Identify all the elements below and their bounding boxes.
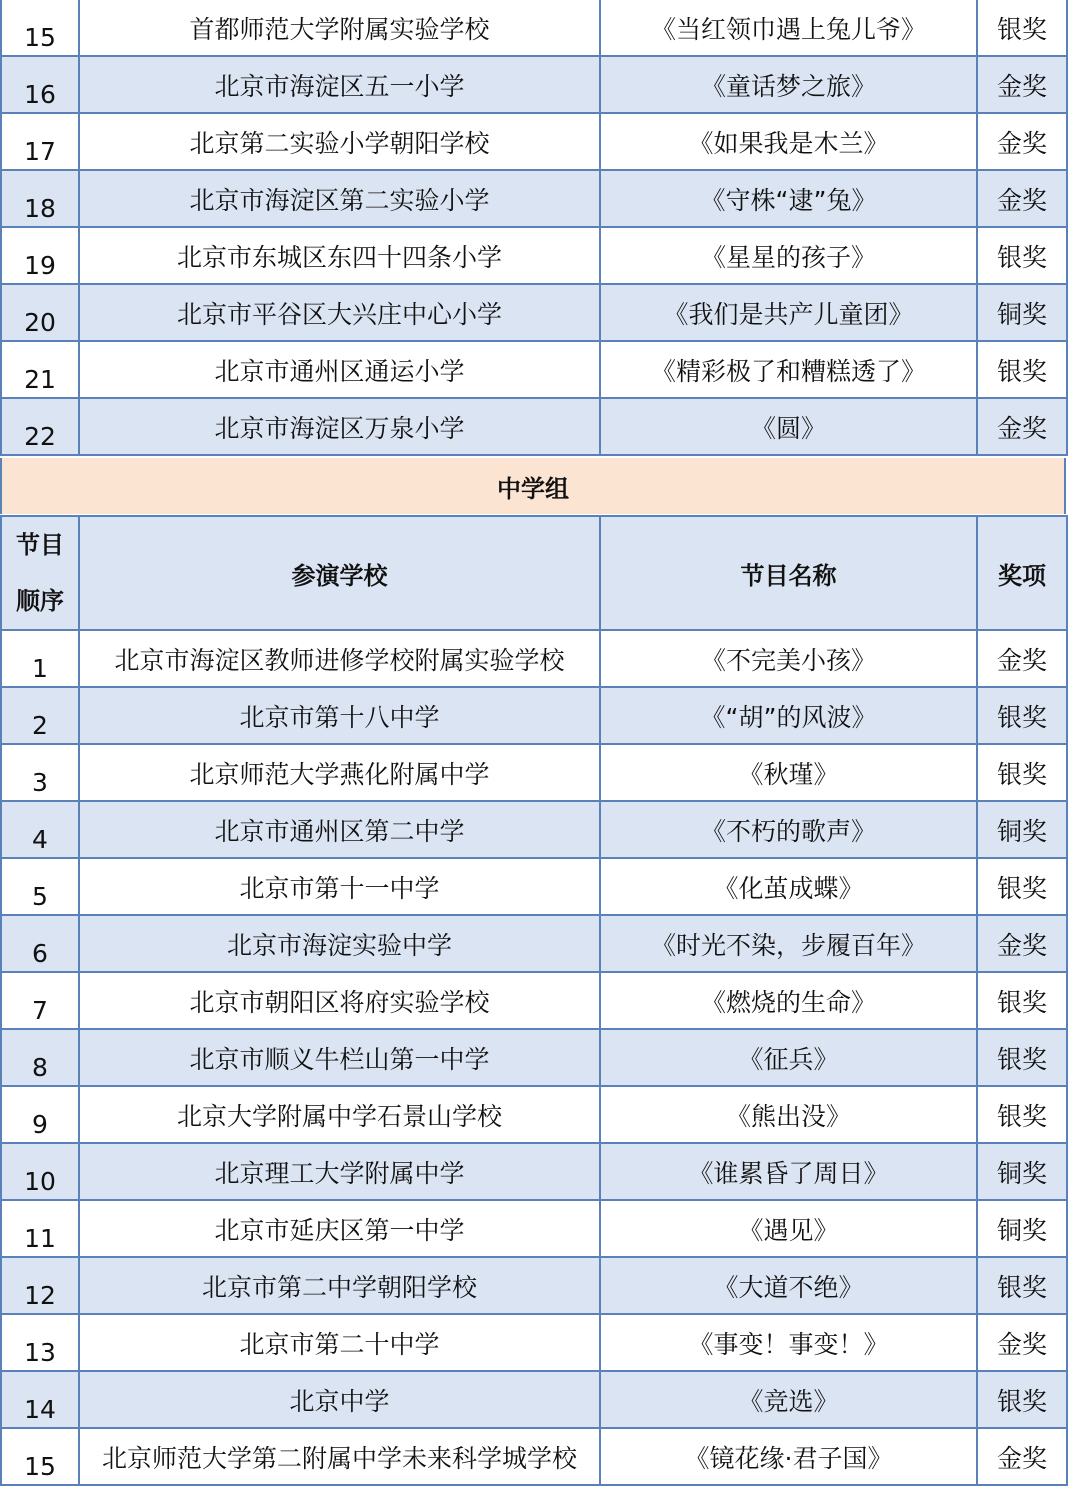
program-number-cell: 10 [1, 1143, 79, 1200]
school-name-cell: 北京大学附属中学石景山学校 [79, 1086, 600, 1143]
award-cell: 银奖 [977, 687, 1067, 744]
program-number-cell: 15 [1, 0, 79, 56]
award-cell: 金奖 [977, 398, 1067, 455]
school-name-cell: 北京市第十八中学 [79, 687, 600, 744]
award-cell: 金奖 [977, 1314, 1067, 1371]
table-row [1, 1086, 1067, 1143]
award-cell: 银奖 [977, 972, 1067, 1029]
program-number-cell: 14 [1, 1371, 79, 1428]
middle-school-group-table [0, 515, 1068, 1486]
program-number-cell: 2 [1, 687, 79, 744]
school-name-cell: 北京市朝阳区将府实验学校 [79, 972, 600, 1029]
table-row [1, 113, 1067, 170]
school-name-cell: 北京市通州区第二中学 [79, 801, 600, 858]
table-row [1, 915, 1067, 972]
school-name-cell: 北京市海淀区万泉小学 [79, 398, 600, 455]
award-cell: 铜奖 [977, 1200, 1067, 1257]
program-title-cell: 《不朽的歌声》 [600, 801, 977, 858]
program-number-cell: 15 [1, 1428, 79, 1485]
program-title-cell: 《谁累昏了周日》 [600, 1143, 977, 1200]
school-name-cell: 北京市海淀实验中学 [79, 915, 600, 972]
award-cell: 银奖 [977, 1086, 1067, 1143]
table-row [1, 1314, 1067, 1371]
program-title-cell: 《化茧成蝶》 [600, 858, 977, 915]
program-number-cell: 4 [1, 801, 79, 858]
school-name-cell: 北京市通州区通运小学 [79, 341, 600, 398]
program-title-cell: 《圆》 [600, 398, 977, 455]
program-title-cell: 《不完美小孩》 [600, 630, 977, 687]
program-title-cell: 《熊出没》 [600, 1086, 977, 1143]
table-row [1, 1428, 1067, 1485]
program-number-cell: 16 [1, 56, 79, 113]
award-cell: 银奖 [977, 1257, 1067, 1314]
program-title-cell: 《守株“逮”兔》 [600, 170, 977, 227]
program-number-cell: 19 [1, 227, 79, 284]
school-name-cell: 北京市第二十中学 [79, 1314, 600, 1371]
program-title-cell: 《星星的孩子》 [600, 227, 977, 284]
header-program-name: 节目名称 [600, 516, 977, 630]
school-name-cell: 北京师范大学燕化附属中学 [79, 744, 600, 801]
school-name-cell: 北京市海淀区第二实验小学 [79, 170, 600, 227]
program-title-cell: 《秋瑾》 [600, 744, 977, 801]
table-row [1, 1371, 1067, 1428]
header-row [1, 516, 1067, 630]
header-award: 奖项 [977, 516, 1067, 630]
program-title-cell: 《精彩极了和糟糕透了》 [600, 341, 977, 398]
header-school: 参演学校 [79, 516, 600, 630]
table-row [1, 630, 1067, 687]
table-row [1, 1200, 1067, 1257]
award-cell: 铜奖 [977, 1143, 1067, 1200]
program-number-cell: 6 [1, 915, 79, 972]
award-cell: 金奖 [977, 915, 1067, 972]
award-cell: 铜奖 [977, 801, 1067, 858]
table-row [1, 1029, 1067, 1086]
school-name-cell: 北京市第二中学朝阳学校 [79, 1257, 600, 1314]
program-title-cell: 《“胡”的风波》 [600, 687, 977, 744]
program-title-cell: 《竞选》 [600, 1371, 977, 1428]
header-program-order [1, 516, 79, 630]
award-cell: 金奖 [977, 56, 1067, 113]
primary-group-rows [1, 0, 1067, 455]
program-number-cell: 17 [1, 113, 79, 170]
program-title-cell: 《遇见》 [600, 1200, 977, 1257]
table-row [1, 341, 1067, 398]
program-title-cell: 《我们是共产儿童团》 [600, 284, 977, 341]
award-cell: 金奖 [977, 170, 1067, 227]
program-title-cell: 《征兵》 [600, 1029, 977, 1086]
header-order-line-2: 顺序 [16, 587, 64, 615]
program-number-cell: 5 [1, 858, 79, 915]
school-name-cell: 北京市平谷区大兴庄中心小学 [79, 284, 600, 341]
program-title-cell: 《如果我是木兰》 [600, 113, 977, 170]
award-cell: 金奖 [977, 113, 1067, 170]
table-row [1, 744, 1067, 801]
school-name-cell: 北京中学 [79, 1371, 600, 1428]
program-number-cell: 9 [1, 1086, 79, 1143]
program-number-cell: 3 [1, 744, 79, 801]
school-name-cell: 北京市东城区东四十四条小学 [79, 227, 600, 284]
program-number-cell: 20 [1, 284, 79, 341]
header-order-line-1: 节目 [16, 531, 64, 559]
school-name-cell: 北京市海淀区五一小学 [79, 56, 600, 113]
school-name-cell: 北京师范大学第二附属中学未来科学城学校 [79, 1428, 600, 1485]
table-row [1, 0, 1067, 56]
school-name-cell: 北京市顺义牛栏山第一中学 [79, 1029, 600, 1086]
award-cell: 银奖 [977, 744, 1067, 801]
program-number-cell: 21 [1, 341, 79, 398]
primary-group-table [0, 0, 1068, 456]
table-row [1, 972, 1067, 1029]
table-row [1, 284, 1067, 341]
table-row [1, 858, 1067, 915]
table-row [1, 801, 1067, 858]
table-header [1, 516, 1067, 630]
program-number-cell: 22 [1, 398, 79, 455]
award-cell: 银奖 [977, 1029, 1067, 1086]
award-cell: 银奖 [977, 0, 1067, 56]
school-name-cell: 北京市延庆区第一中学 [79, 1200, 600, 1257]
program-title-cell: 《时光不染，步履百年》 [600, 915, 977, 972]
program-number-cell: 18 [1, 170, 79, 227]
table-row [1, 1143, 1067, 1200]
program-title-cell: 《童话梦之旅》 [600, 56, 977, 113]
program-number-cell: 11 [1, 1200, 79, 1257]
table-row [1, 398, 1067, 455]
award-cell: 银奖 [977, 858, 1067, 915]
middle-school-group-rows [1, 630, 1067, 1485]
award-cell: 金奖 [977, 1428, 1067, 1485]
award-cell: 铜奖 [977, 284, 1067, 341]
table-row [1, 687, 1067, 744]
middle-school-group-title: 中学组 [0, 458, 1066, 514]
award-cell: 银奖 [977, 227, 1067, 284]
table-row [1, 170, 1067, 227]
school-name-cell: 北京市海淀区教师进修学校附属实验学校 [79, 630, 600, 687]
school-name-cell: 北京理工大学附属中学 [79, 1143, 600, 1200]
program-number-cell: 12 [1, 1257, 79, 1314]
school-name-cell: 首都师范大学附属实验学校 [79, 0, 600, 56]
program-number-cell: 8 [1, 1029, 79, 1086]
program-title-cell: 《镜花缘·君子国》 [600, 1428, 977, 1485]
program-title-cell: 《燃烧的生命》 [600, 972, 977, 1029]
award-cell: 银奖 [977, 341, 1067, 398]
program-title-cell: 《当红领巾遇上兔儿爷》 [600, 0, 977, 56]
program-number-cell: 7 [1, 972, 79, 1029]
table-row [1, 56, 1067, 113]
program-number-cell: 1 [1, 630, 79, 687]
table-row [1, 1257, 1067, 1314]
award-cell: 金奖 [977, 630, 1067, 687]
school-name-cell: 北京市第十一中学 [79, 858, 600, 915]
program-number-cell: 13 [1, 1314, 79, 1371]
program-title-cell: 《事变！事变！》 [600, 1314, 977, 1371]
award-cell: 银奖 [977, 1371, 1067, 1428]
table-row [1, 227, 1067, 284]
program-title-cell: 《大道不绝》 [600, 1257, 977, 1314]
school-name-cell: 北京第二实验小学朝阳学校 [79, 113, 600, 170]
